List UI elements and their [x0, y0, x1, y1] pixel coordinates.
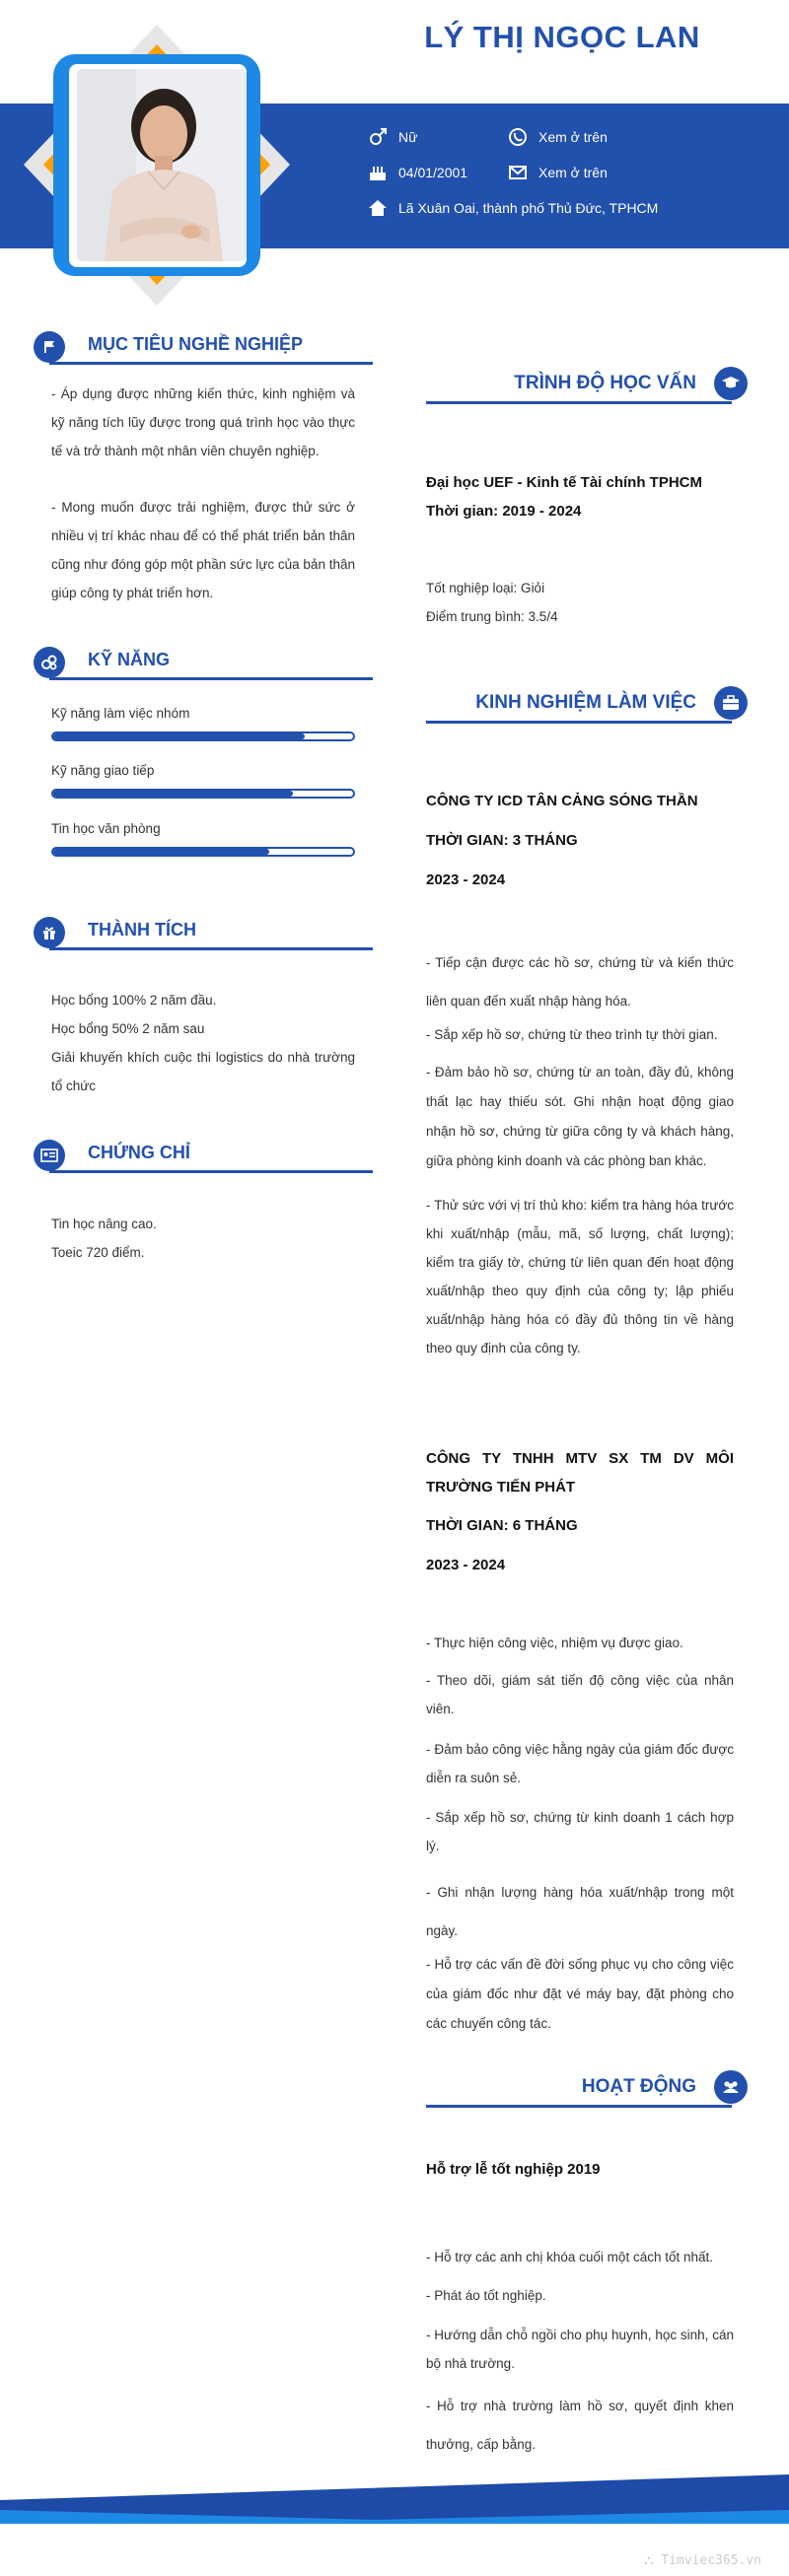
divider: [426, 401, 732, 404]
briefcase-icon: [714, 686, 748, 720]
achievement-item: Học bổng 50% 2 năm sau: [51, 1021, 205, 1036]
gender-row: [367, 126, 417, 148]
certificates-title: CHỨNG CHỈ: [88, 1143, 190, 1162]
objective-paragraph-2: - Mong muốn được trải nghiệm, được thử sức ở nhiều vị trí khác nhau để có thể phát triển bản thân cũng như đóng góp một phần sức lực của bản thân giúp công ty phát triển hơn.: [51, 500, 355, 600]
skill-bar: [51, 789, 355, 799]
objective-heading: [34, 329, 373, 365]
experience-title: KINH NGHIỆM LÀM VIỆC: [475, 692, 696, 713]
gift-icon: [34, 917, 65, 948]
activity-task: - Hỗ trợ các anh chị khóa cuối một cách tốt nhất.: [426, 2250, 713, 2264]
phone-value[interactable]: Xem ở trên: [538, 129, 608, 145]
experience-heading: [426, 684, 748, 724]
activity-event: Hỗ trợ lễ tốt nghiệp 2019: [426, 2161, 601, 2178]
education-school: Đại học UEF - Kinh tế Tài chính TPHCM: [426, 474, 703, 491]
skill-label: Kỹ năng làm việc nhóm: [51, 706, 190, 721]
activities-title: HOẠT ĐỘNG: [581, 2076, 696, 2097]
gender-value: Nữ: [398, 129, 418, 145]
divider: [49, 362, 373, 365]
job-task: - Hỗ trợ các vấn đề đời sống phục vụ cho công việc của giám đốc như đặt vé máy bay, đặt phòng cho các chuyến công tác.: [426, 1957, 734, 2031]
avatar-frame: [24, 25, 290, 306]
job-task: - Sắp xếp hồ sơ, chứng từ kinh doanh 1 cách hợp lý.: [426, 1810, 734, 1853]
certificates-heading: [34, 1138, 373, 1173]
graduation-cap-icon: [714, 367, 748, 400]
candidate-name: LÝ THỊ NGỌC LAN: [424, 20, 700, 54]
watermark: [644, 2553, 761, 2568]
job-task: - Thử sức với vị trí thủ kho: kiểm tra hàng hóa trước khi xuất/nhập (mẫu, mã, số lượng, chất lượng); kiểm tra giấy tờ, chứng từ liên quan đến hoạt động xuất/nhập theo quy định của công ty; lập phiếu xuất/nhập hàng hóa có đầy đủ thông tin về hàng theo quy định của công ty.: [426, 1198, 734, 1356]
objective-paragraph-1: - Áp dụng được những kiến thức, kinh nghiệm và kỹ năng tích lũy được trong quá trình học vào thực tế và trở thành một nhân viên chuyên nghiệp.: [51, 386, 355, 458]
gears-icon: [34, 647, 65, 678]
people-icon: [714, 2070, 748, 2104]
job-task: - Thực hiện công việc, nhiệm vụ được giao.: [426, 1636, 683, 1650]
skill-label: Tin học văn phòng: [51, 821, 161, 836]
divider: [426, 2105, 732, 2108]
objective-title: MỤC TIÊU NGHỀ NGHIỆP: [88, 334, 304, 354]
skill-label: Kỹ năng giao tiếp: [51, 763, 155, 778]
address-row: [367, 197, 658, 219]
achievements-heading: [34, 915, 373, 950]
certificate-item: Tin học nâng cao.: [51, 1217, 157, 1231]
birthday-value: 04/01/2001: [398, 165, 468, 180]
job-task: - Tiếp cận được các hồ sơ, chứng từ và kiến thức liên quan đến xuất nhập hàng hóa.: [426, 955, 734, 1009]
education-title: TRÌNH ĐỘ HỌC VẤN: [514, 373, 696, 393]
avatar: [77, 69, 247, 261]
job-task: - Đảm bảo công việc hằng ngày của giám đốc được diễn ra suôn sẻ.: [426, 1742, 734, 1785]
job-task: - Đảm bảo hồ sơ, chứng từ an toàn, đầy đủ, không thất lạc hay thiếu sót. Ghi nhận hoạt động giao nhận hồ sơ, chứng từ giữa công ty và khách hàng, giữa phòng kinh doanh và các phòng ban khác.: [426, 1065, 734, 1168]
skill-bar: [51, 847, 355, 857]
education-time: Thời gian: 2019 - 2024: [426, 503, 582, 520]
email-value[interactable]: Xem ở trên: [538, 165, 608, 180]
skill-bar-fill: [53, 733, 305, 739]
email-icon: [507, 162, 529, 183]
achievement-item: Học bổng 100% 2 năm đầu.: [51, 993, 217, 1008]
skills-title: KỸ NĂNG: [88, 650, 171, 669]
home-icon: [367, 197, 389, 219]
job-years: 2023 - 2024: [426, 1557, 506, 1573]
activity-task: - Hỗ trợ nhà trường làm hồ sơ, quyết định khen thưởng, cấp bằng.: [426, 2399, 734, 2452]
achievements-title: THÀNH TÍCH: [88, 920, 196, 940]
address-value: Lã Xuân Oai, thành phố Thủ Đức, TPHCM: [398, 200, 659, 216]
education-gpa: Điểm trung bình: 3.5/4: [426, 609, 558, 624]
id-card-icon: [34, 1140, 65, 1171]
education-rank: Tốt nghiệp loại: Giỏi: [426, 581, 545, 595]
job-company: CÔNG TY ICD TÂN CẢNG SÓNG THẦN: [426, 793, 698, 809]
divider: [49, 677, 373, 680]
job-years: 2023 - 2024: [426, 871, 506, 888]
skills-heading: [34, 645, 373, 680]
birthday-cake-icon: [367, 162, 389, 183]
skill-bar: [51, 731, 355, 741]
activity-task: - Phát áo tốt nghiệp.: [426, 2288, 546, 2303]
divider: [49, 1170, 373, 1173]
watermark-logo-icon: ⛬: [644, 2553, 662, 2568]
flag-icon: [34, 331, 65, 363]
email-row: [507, 162, 608, 183]
job-duration: THỜI GIAN: 6 THÁNG: [426, 1517, 578, 1534]
achievement-item: Giải khuyến khích cuộc thi logistics do nhà trường tổ chức: [51, 1050, 355, 1093]
certificate-item: Toeic 720 điểm.: [51, 1245, 145, 1260]
activities-heading: [426, 2068, 748, 2108]
job-company: CÔNG TY TNHH MTV SX TM DV MÔI TRƯỜNG TIẾN PHÁT: [426, 1450, 734, 1496]
skill-bar-fill: [53, 849, 269, 855]
phone-row: [507, 126, 608, 148]
job-duration: THỜI GIAN: 3 THÁNG: [426, 832, 578, 849]
divider: [426, 721, 732, 724]
gender-icon: [367, 126, 389, 148]
divider: [49, 947, 373, 950]
skill-bar-fill: [53, 791, 293, 797]
phone-icon: [507, 126, 529, 148]
footer-decoration: [0, 2474, 789, 2543]
birthday-row: [367, 162, 467, 183]
education-heading: [426, 365, 748, 404]
watermark-text: Timviec365.vn: [661, 2553, 761, 2568]
job-task: - Ghi nhận lượng hàng hóa xuất/nhập trong một ngày.: [426, 1885, 734, 1938]
activity-task: - Hướng dẫn chỗ ngồi cho phụ huynh, học sinh, cán bộ nhà trường.: [426, 2328, 734, 2371]
job-task: - Sắp xếp hồ sơ, chứng từ theo trình tự thời gian.: [426, 1027, 718, 1042]
job-task: - Theo dõi, giám sát tiến độ công việc của nhân viên.: [426, 1673, 734, 1716]
